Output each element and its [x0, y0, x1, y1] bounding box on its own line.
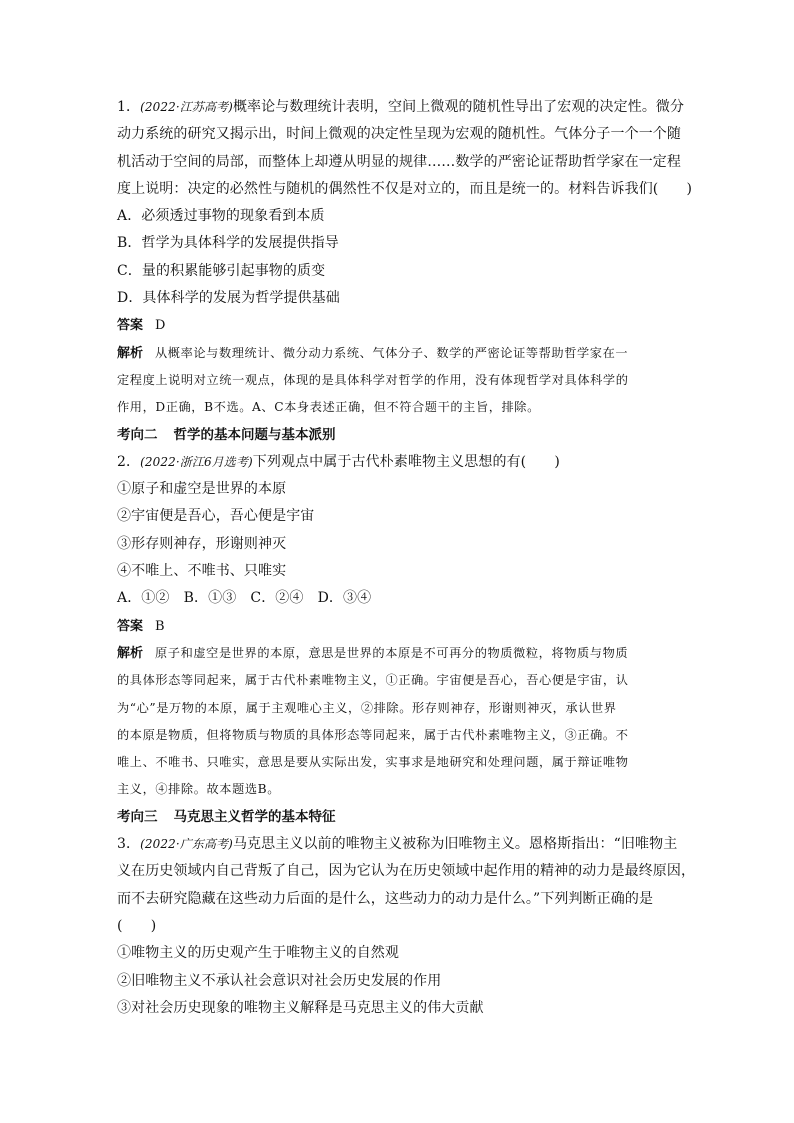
q1-option-b: B．哲学为具体科学的发展提供指导: [117, 235, 339, 252]
q3-line-1: [117, 831, 682, 858]
q1-analysis-label: 解析: [117, 345, 144, 361]
q2-item-1: ①原子和虚空是世界的本原: [117, 481, 287, 498]
q1-analysis-1: 解析 从概率论与数理统计、微分动力系统、气体分子、数学的严密论证等帮助哲学家在一: [117, 345, 629, 361]
q3-item-2: ②旧唯物主义不承认社会意识对社会历史发展的作用: [117, 972, 442, 989]
q3-line-4: ( ): [117, 917, 157, 934]
q1-option-a: A．必须透过事物的现象看到本质: [117, 208, 325, 225]
q1-line-3: 机活动于空间的局部，而整体上却遵从明显的规律……数学的严密论证帮助哲学家在一定程: [117, 153, 681, 170]
q2-line-1: [117, 449, 682, 476]
q1-answer-value: D: [155, 318, 166, 334]
q2-analysis-2: 的具体形态等同起来，属于古代朴素唯物主义，①正确。宇宙便是吾心，吾心便是宇宙，认: [117, 673, 629, 688]
q2-answer: [117, 613, 682, 640]
q2-analysis-label: 解析: [117, 645, 144, 661]
section-2-label: 考向二: [117, 426, 158, 443]
q2-number: 2．: [117, 453, 141, 470]
q1-answer-label: 答案: [117, 318, 144, 334]
q2-answer-value: B: [155, 618, 165, 634]
question-2: [117, 449, 682, 804]
q2-analysis-6: 主义，④排除。故本题选B。: [117, 782, 281, 797]
q2-stem: 下列观点中属于古代朴素唯物主义思想的有( ): [252, 453, 560, 470]
q1-line-2: 动力系统的研究又揭示出，时间上微观的决定性呈现为宏观的随机性。气体分子一个一个随: [117, 126, 681, 143]
q3-item-3: ③对社会历史现象的唯物主义解释是马克思主义的伟大贡献: [117, 999, 484, 1016]
q1-source: (2022·江苏高考): [140, 100, 233, 114]
q2-analysis-1: 解析 原子和虚空是世界的本原，意思是世界的本原是不可再分的物质微粒，将物质与物质: [117, 645, 629, 661]
q2-analysis-4: 的本原是物质，但将物质与物质的具体形态等同起来，属于古代朴素唯物主义，③正确。不: [117, 727, 629, 742]
q2-item-2: ②宇宙便是吾心，吾心便是宇宙: [117, 508, 315, 525]
q1-stem-1: 概率论与数理统计表明，空间上微观的随机性导出了宏观的决定性。微分: [232, 99, 685, 115]
q2-analysis-3: 为“心”是万物的本原，属于主观唯心主义，②排除。形存则神存，形谢则神灭，承认世界: [117, 700, 617, 715]
q3-source: (2022·广东高考): [140, 837, 233, 852]
question-3: [117, 831, 696, 1022]
q3-line-2: 义在历史领域内自己背叛了自己，因为它认为在历史领域中起作用的精神的动力是最终原因，: [117, 863, 696, 880]
q1-line-1: [117, 94, 685, 121]
section-heading-3: [117, 804, 682, 831]
content-column: [117, 94, 696, 1022]
section-3-title: 马克思主义哲学的基本特征: [173, 808, 336, 825]
q1-analysis-3: 作用，D正确，B不选。A、C本身表述正确，但不符合题干的主旨，排除。: [117, 400, 540, 415]
q3-line-3: 而不去研究隐藏在这些动力后面的是什么，这些动力的动力是什么。”下列判断正确的是: [117, 890, 654, 907]
q1-option-d: D．具体科学的发展为哲学提供基础: [117, 290, 340, 307]
section-3-label: 考向三: [117, 808, 158, 825]
q1-analysis-2: 定程度上说明对立统一观点，体现的是具体科学对哲学的作用，没有体现哲学对具体科学的: [117, 372, 629, 387]
section-heading-2: [117, 422, 682, 449]
question-1: [117, 94, 693, 422]
q3-stem-1: 马克思主义以前的唯物主义被称为旧唯物主义。恩格斯指出：“旧唯物主: [232, 836, 678, 853]
section-2-title: 哲学的基本问题与基本派别: [173, 426, 336, 443]
q2-source: (2022·浙江6月选考): [140, 454, 253, 469]
q2-item-4: ④不唯上、不唯书、只唯实: [117, 563, 287, 580]
q1-answer: [117, 312, 682, 339]
q1-number: 1．: [117, 99, 141, 115]
q3-item-1: ①唯物主义的历史观产生于唯物主义的自然观: [117, 945, 399, 962]
q1-line-4: 度上说明：决定的必然性与随机的偶然性不仅是对立的，而且是统一的。材料告诉我们( ): [117, 180, 693, 197]
q1-option-c: C．量的积累能够引起事物的质变: [117, 262, 326, 279]
q2-item-3: ③形存则神存，形谢则神灭: [117, 535, 287, 552]
q2-analysis-5: 唯上、不唯书、只唯实，意思是要从实际出发，实事求是地研究和处理问题，属于辩证唯物: [117, 755, 629, 770]
q3-number: 3．: [117, 836, 141, 853]
q2-options: A．①② B．①③ C．②④ D．③④: [117, 590, 372, 607]
q2-answer-label: 答案: [117, 618, 144, 634]
